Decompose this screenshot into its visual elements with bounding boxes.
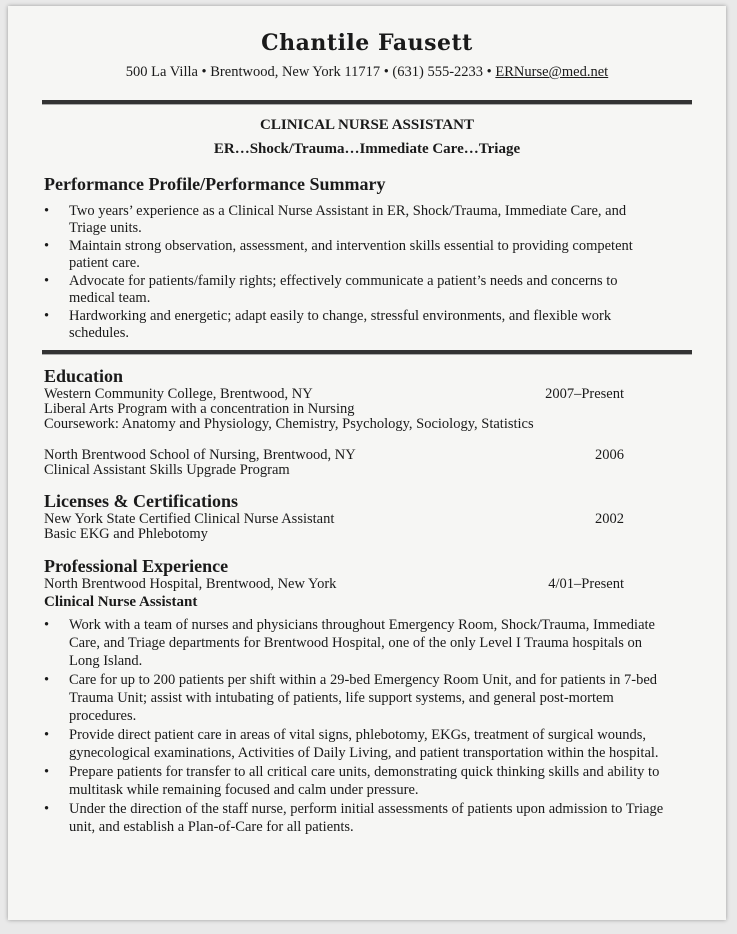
profile-bullets [44, 203, 664, 343]
contact-address: 500 La Villa • Brentwood, New York 11717 • (631) 555-2233 • [125, 64, 496, 80]
school-1-coursework: Coursework: Anatomy and Physiology, Chemistry, Psychology, Sociology, Statistics [44, 416, 534, 432]
school-2-date: 2006 [595, 447, 624, 463]
job-title: Clinical Nurse Assistant [44, 594, 198, 610]
experience-bullet: • Prepare patients for transfer to all critical care units, demonstrating quick thinking skills and ability to multitask while remaining focused and calm under pressure. [44, 763, 664, 799]
school-1-name: Western Community College, Brentwood, NY [44, 386, 313, 402]
profile-heading: Performance Profile/Performance Summary [44, 174, 386, 194]
profile-bullet: • Hardworking and energetic; adapt easily to change, stressful environments, and flexible work schedules. [44, 308, 664, 342]
top-divider [42, 100, 692, 105]
education-heading: Education [44, 366, 124, 386]
profile-bullet: • Maintain strong observation, assessment, and intervention skills essential to providing competent patient care. [44, 238, 664, 272]
experience-bullets [44, 616, 664, 837]
license-item-2: Basic EKG and Phlebotomy [44, 526, 208, 542]
experience-bullet: • Work with a team of nurses and physicians throughout Emergency Room, Shock/Trauma, Immediate Care, and Triage departments for Brentwood Hospital, one of the only Level I Trauma hospitals on Long Island. [44, 616, 664, 670]
employment-date: 4/01–Present [548, 576, 624, 592]
resume-page [8, 6, 726, 920]
profile-bullet: • Advocate for patients/family rights; effectively communicate a patient’s needs and concerns to medical team. [44, 273, 664, 307]
candidate-name: Chantile Fausett [261, 30, 473, 56]
school-1-date: 2007–Present [545, 386, 624, 402]
experience-bullet: • Under the direction of the staff nurse, perform initial assessments of patients upon admission to Triage unit, and establish a Plan-of-Care for all patients. [44, 800, 664, 836]
school-1-program: Liberal Arts Program with a concentration in Nursing [44, 401, 355, 417]
experience-heading: Professional Experience [44, 556, 229, 576]
school-2-name: North Brentwood School of Nursing, Brentwood, NY [44, 447, 356, 463]
objective-title: CLINICAL NURSE ASSISTANT [260, 117, 474, 133]
licenses-heading: Licenses & Certifications [44, 491, 238, 511]
profile-bullet: • Two years’ experience as a Clinical Nurse Assistant in ER, Shock/Trauma, Immediate Care, and Triage units. [44, 203, 664, 237]
school-2-program: Clinical Assistant Skills Upgrade Program [44, 462, 290, 478]
experience-employer-row [44, 577, 624, 593]
contact-line [8, 64, 726, 81]
middle-divider [42, 350, 692, 355]
email-link[interactable]: ERNurse@med.net [495, 64, 609, 80]
employer-name: North Brentwood Hospital, Brentwood, New York [44, 576, 337, 592]
license-1-name: New York State Certified Clinical Nurse Assistant [44, 511, 335, 527]
experience-bullet: • Provide direct patient care in areas of vital signs, phlebotomy, EKGs, treatment of surgical wounds, gynecological examinations, Activities of Daily Living, and patient transportation within the hospital. [44, 726, 664, 762]
license-1-date: 2002 [595, 511, 624, 527]
experience-bullet: • Care for up to 200 patients per shift within a 29-bed Emergency Room Unit, and for patients in 7-bed Trauma Unit; assist with intubating of patients, life support systems, and general post-mortem procedures. [44, 671, 664, 725]
objective-subtitle: ER…Shock/Trauma…Immediate Care…Triage [213, 141, 521, 157]
